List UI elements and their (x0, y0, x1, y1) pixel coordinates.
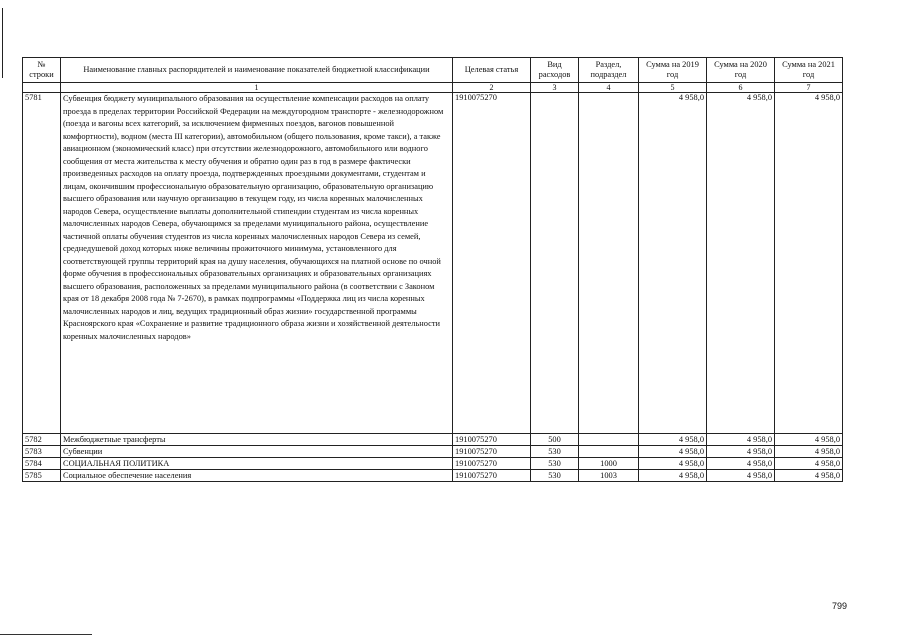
row-kind (531, 93, 579, 434)
row-sum-2021: 4 958,0 (775, 458, 843, 470)
column-number: 7 (775, 83, 843, 93)
row-sum-2019: 4 958,0 (639, 458, 707, 470)
column-number: 2 (453, 83, 531, 93)
row-sum-2021: 4 958,0 (775, 434, 843, 446)
header-kind: Вид расходов (531, 58, 579, 83)
row-sum-2020: 4 958,0 (707, 446, 775, 458)
row-sum-2021: 4 958,0 (775, 470, 843, 482)
row-sum-2020: 4 958,0 (707, 93, 775, 434)
header-sum-2019: Сумма на 2019 год (639, 58, 707, 83)
row-number: 5783 (23, 446, 61, 458)
header-section: Раздел, подраздел (579, 58, 639, 83)
row-section: 1003 (579, 470, 639, 482)
row-sum-2021: 4 958,0 (775, 446, 843, 458)
table-row (23, 434, 843, 446)
row-target: 1910075270 (453, 446, 531, 458)
table-row (23, 446, 843, 458)
budget-table (22, 57, 843, 482)
row-name: Субвенции (61, 446, 453, 458)
row-number: 5781 (23, 93, 61, 434)
header-row-number: № строки (23, 58, 61, 83)
column-number (23, 83, 61, 93)
row-number: 5785 (23, 470, 61, 482)
row-target: 1910075270 (453, 93, 531, 434)
row-sum-2019: 4 958,0 (639, 434, 707, 446)
header-sum-2020: Сумма на 2020 год (707, 58, 775, 83)
row-section (579, 446, 639, 458)
row-target: 1910075270 (453, 434, 531, 446)
row-sum-2019: 4 958,0 (639, 93, 707, 434)
header-name: Наименование главных распорядителей и наименование показателей бюджетной классификации (61, 58, 453, 83)
row-sum-2021: 4 958,0 (775, 93, 843, 434)
row-sum-2020: 4 958,0 (707, 458, 775, 470)
row-target: 1910075270 (453, 458, 531, 470)
row-name: СОЦИАЛЬНАЯ ПОЛИТИКА (61, 458, 453, 470)
row-target: 1910075270 (453, 470, 531, 482)
row-name: Межбюджетные трансферты (61, 434, 453, 446)
column-number-row (23, 83, 843, 93)
column-number: 6 (707, 83, 775, 93)
column-number: 3 (531, 83, 579, 93)
row-kind: 530 (531, 446, 579, 458)
header-row (23, 58, 843, 83)
column-number: 5 (639, 83, 707, 93)
row-section: 1000 (579, 458, 639, 470)
table-row (23, 458, 843, 470)
table-row (23, 470, 843, 482)
row-number: 5782 (23, 434, 61, 446)
row-sum-2020: 4 958,0 (707, 434, 775, 446)
table-row (23, 93, 843, 434)
row-sum-2019: 4 958,0 (639, 446, 707, 458)
header-sum-2021: Сумма на 2021 год (775, 58, 843, 83)
page-number: 799 (832, 601, 848, 611)
row-section (579, 434, 639, 446)
row-kind: 530 (531, 470, 579, 482)
row-section (579, 93, 639, 434)
row-sum-2020: 4 958,0 (707, 470, 775, 482)
row-kind: 530 (531, 458, 579, 470)
row-name: Социальное обеспечение населения (61, 470, 453, 482)
column-number: 4 (579, 83, 639, 93)
column-number: 1 (61, 83, 453, 93)
row-name: Субвенция бюджету муниципального образования на осуществление компенсации расходов на оплату проезда в пределах территории Российской Федерации на междугородном транспорте - железнодорожном (поезда и вагоны всех категорий, за исключением фирменных поездов, вагонов повышенной комфортности), водном (места III категории), автомобильном (общего пользования, кроме такси), а также авиационном (экономический класс) при отсутствии железнодорожного, автомобильного или водного сообщения от места жительства к месту обучения и обратно один раз в год в размере фактически произведенных расходов на оплату проезда, подтвержденных проездными документами, студентам и лицам, окончившим профессиональную образовательную организацию, образовательную организацию высшего образования или научную организацию в текущем году, из числа коренных малочисленных народов Севера, осуществление выплаты дополнительной стипендии студентам из числа коренных малочисленных народов Севера, обучающимся за пределами муниципального района, осуществление частичной оплаты обучения студентов из числа коренных малочисленных народов Севера из семей, среднедушевой доход которых ниже величины прожиточного минимума, установленного для соответствующей группы территорий края на душу населения, обучающихся на платной основе по очной форме обучения в профессиональных образовательных организациях и образовательных организациях высшего образования, расположенных за пределами муниципального района (в соответствии с Законом края от 18 декабря 2008 года № 7-2670), в рамках подпрограммы «Поддержка лиц из числа коренных малочисленных народов и лиц, ведущих традиционный образ жизни» государственной программы Красноярского края «Сохранение и развитие традиционного образа жизни и хозяйственной деятельности коренных малочисленных народов» (61, 93, 453, 434)
footnote-rule (0, 634, 92, 635)
row-kind: 500 (531, 434, 579, 446)
header-target: Целевая статья (453, 58, 531, 83)
left-margin-rule (2, 8, 3, 78)
row-number: 5784 (23, 458, 61, 470)
row-sum-2019: 4 958,0 (639, 470, 707, 482)
